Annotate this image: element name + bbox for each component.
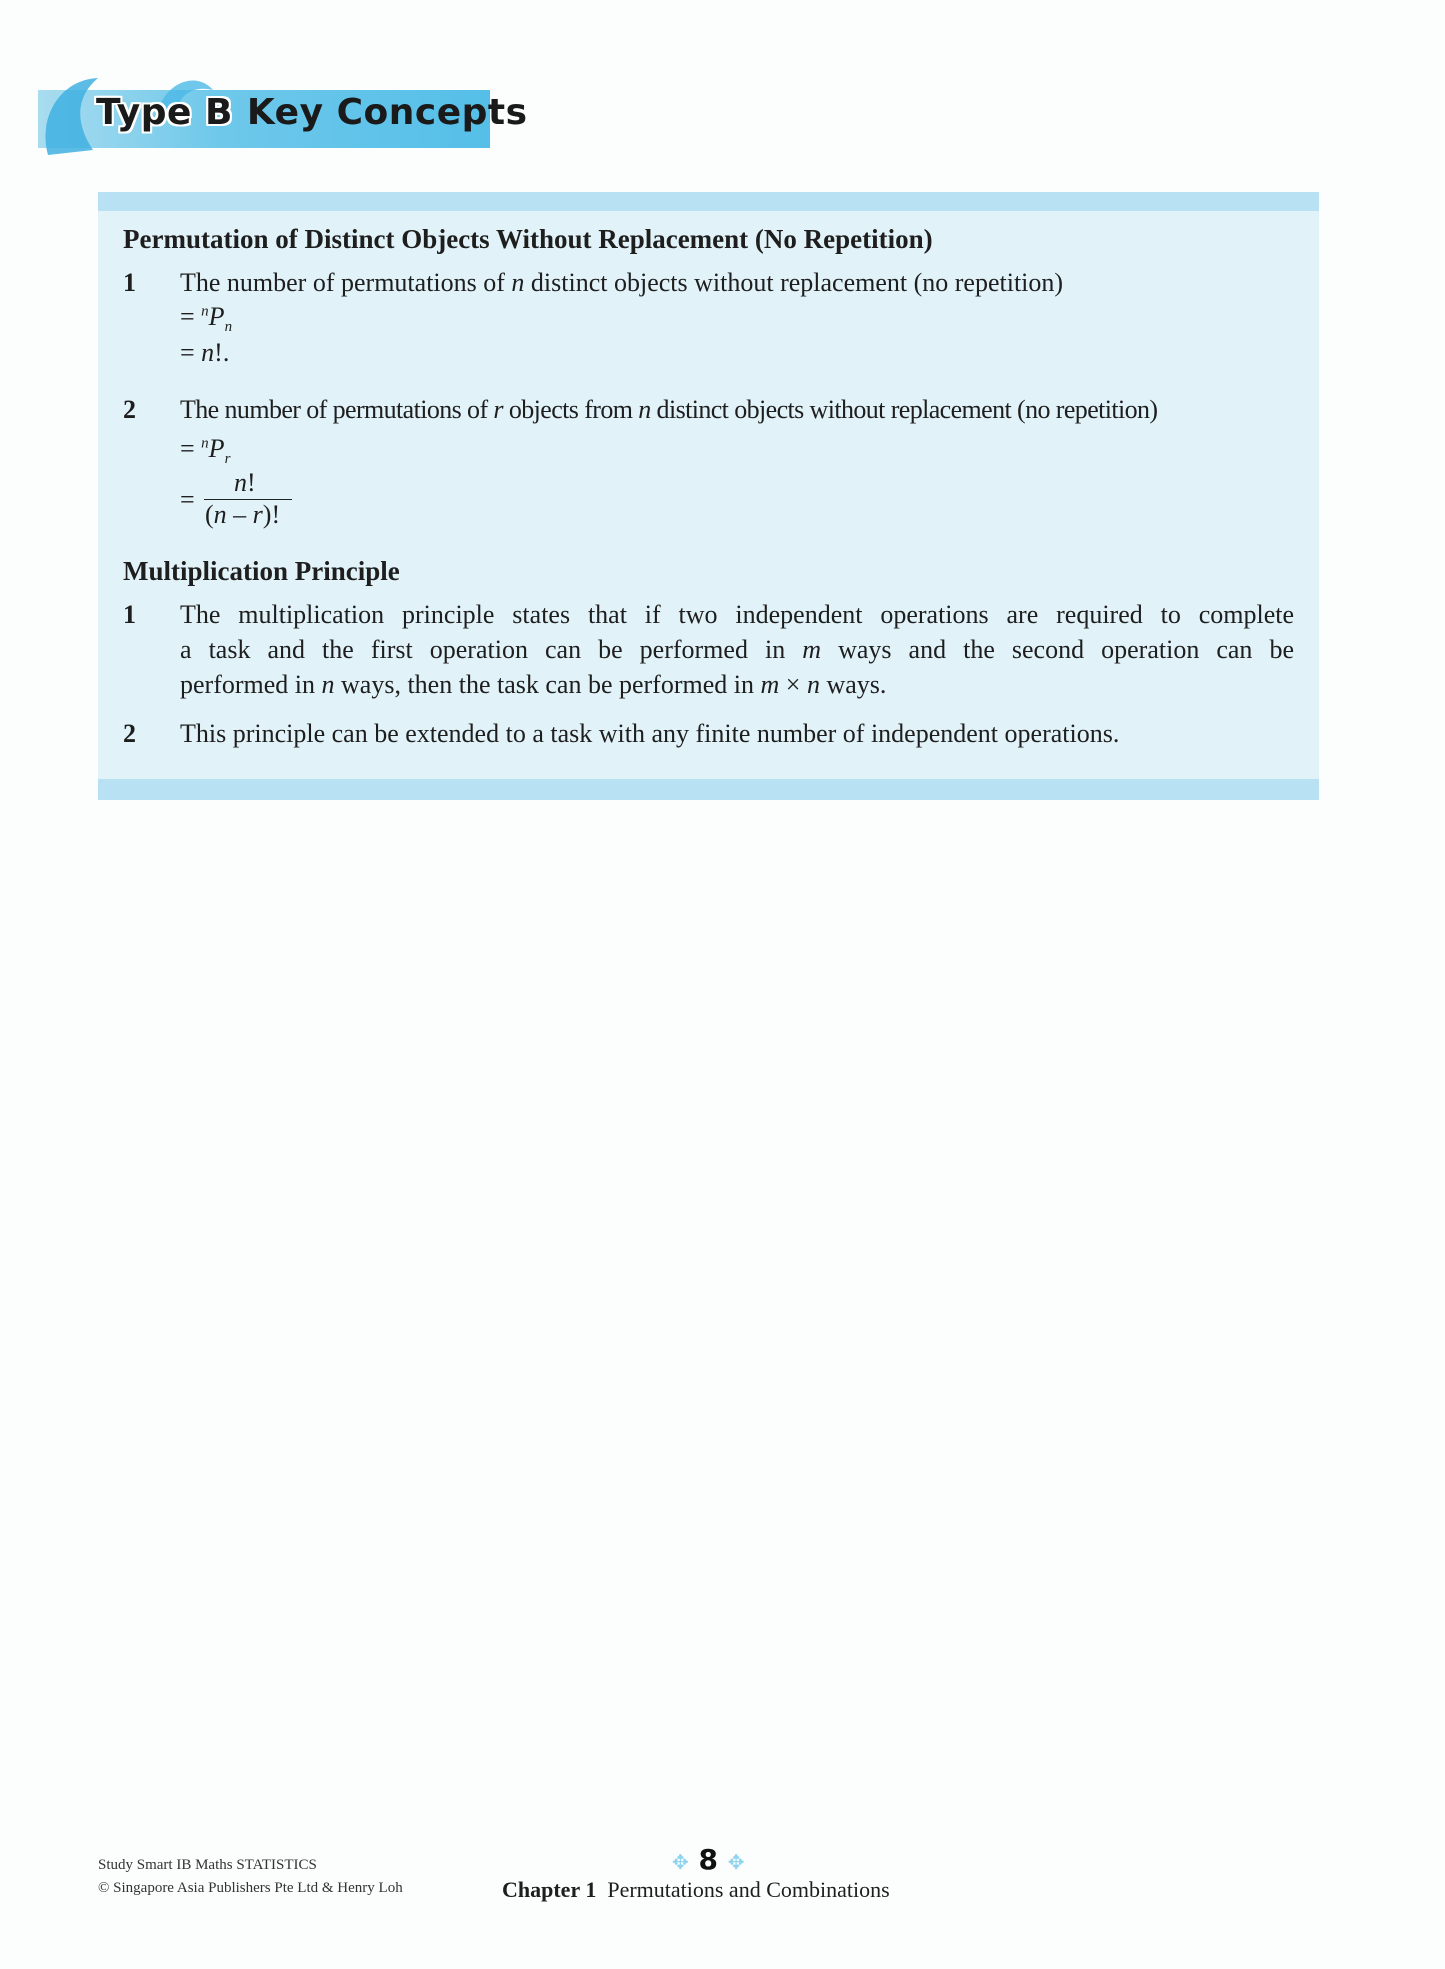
multiplication-item-2: This principle can be extended to a task with any finite number of independent operations. — [180, 719, 1120, 748]
fraction-numerator: n! — [234, 468, 256, 497]
multiplication-item-1-line-3: performed in n ways, then the task can be performed in m × n ways. — [180, 670, 887, 699]
item-number: 2 — [123, 719, 136, 748]
formula-npn: = $^nP_n$ — [180, 302, 233, 336]
permutation-item-2: The number of permutations of r objects from n distinct objects without replacement (no repetition) — [180, 395, 1158, 424]
section-heading-permutation: Permutation of Distinct Objects Without Replacement (No Repetition) — [123, 224, 933, 254]
diamond-icon: ✥ — [672, 1850, 689, 1874]
banner-title — [96, 92, 528, 133]
fraction-denominator: (n – r)! — [205, 500, 281, 529]
footer-chapter: Chapter 1 Permutations and Combinations — [502, 1877, 890, 1902]
page-number: ✥ 8 ✥ — [672, 1843, 745, 1876]
item-number: 1 — [123, 600, 136, 629]
formula-npr: = $^nP_r$ — [180, 434, 231, 468]
equals-sign: = — [180, 485, 195, 514]
formula-n-factorial: = n!. — [180, 338, 230, 367]
section-heading-multiplication: Multiplication Principle — [123, 556, 400, 586]
multiplication-item-1-line-1: The multiplication principle states that if two independent operations are required to complete — [180, 600, 1294, 629]
banner-label: Key Concepts — [246, 92, 528, 133]
footer-copyright: © Singapore Asia Publishers Pte Ltd & Henry Loh — [98, 1880, 403, 1896]
box-top-stripe — [98, 192, 1319, 211]
diamond-icon: ✥ — [727, 1850, 745, 1874]
box-bottom-stripe — [98, 779, 1319, 800]
item-number: 1 — [123, 268, 136, 297]
permutation-item-1: The number of permutations of n distinct objects without replacement (no repetition) — [180, 268, 1064, 297]
banner-type: Type B — [96, 92, 233, 133]
item-number: 2 — [123, 395, 136, 424]
multiplication-item-1-line-2: a task and the first operation can be performed in m ways and the second operation can be — [180, 635, 1294, 664]
footer-book-title: Study Smart IB Maths STATISTICS — [98, 1857, 317, 1873]
